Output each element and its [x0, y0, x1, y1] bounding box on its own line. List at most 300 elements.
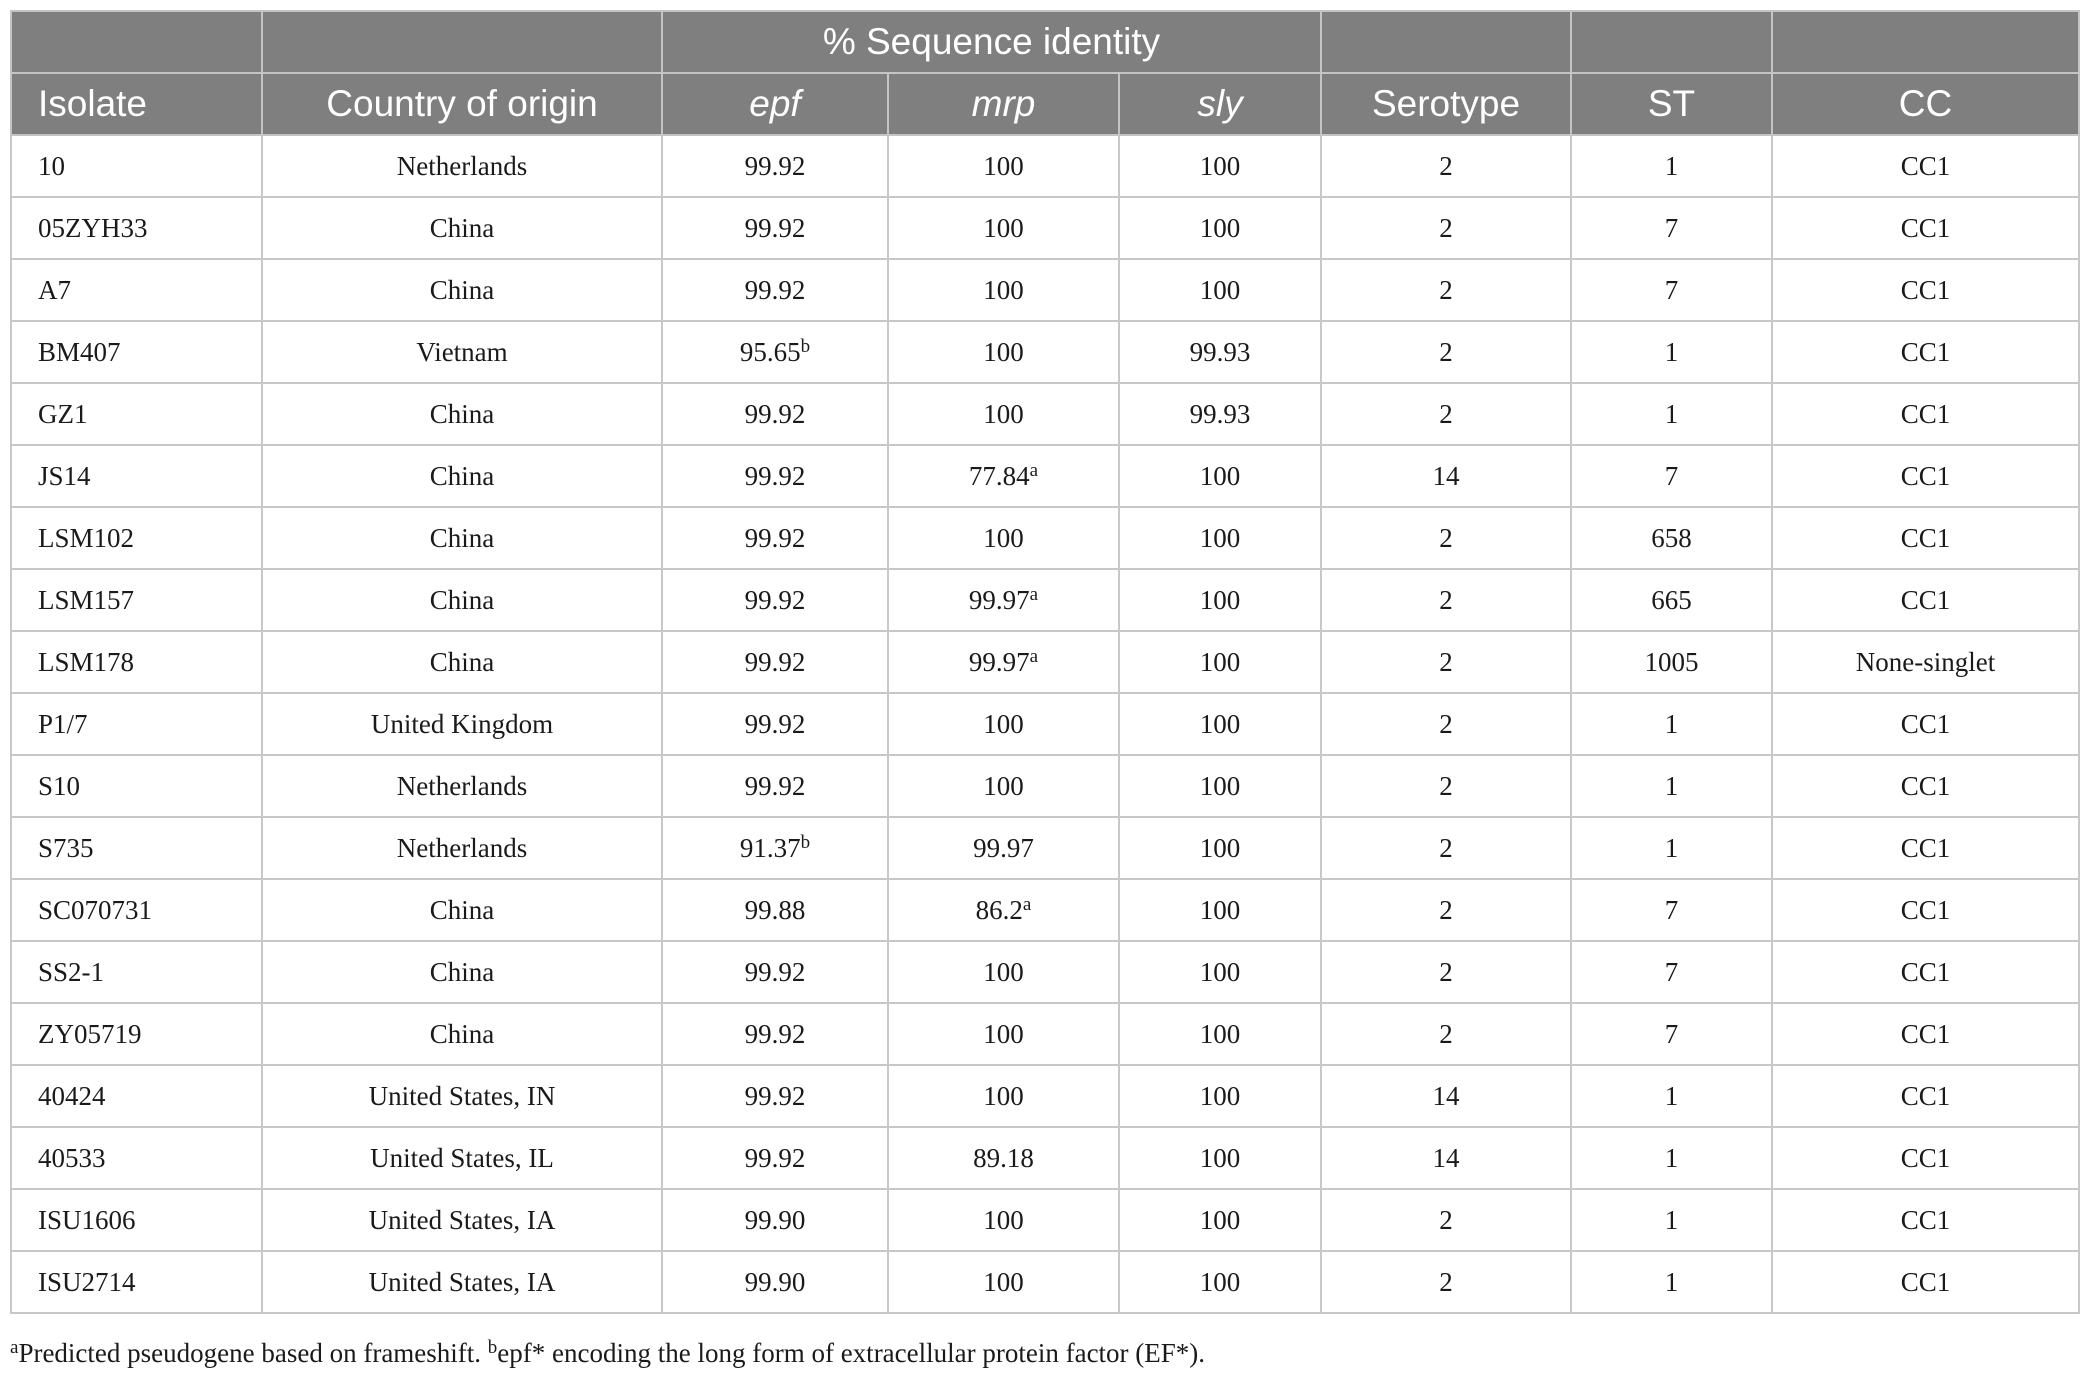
cell-country-value: Vietnam — [416, 336, 508, 367]
cell-sly-value: 99.93 — [1189, 336, 1251, 367]
cell-serotype — [1321, 755, 1571, 817]
cell-serotype-value: 2 — [1439, 150, 1453, 181]
table-row — [11, 321, 2079, 383]
cell-st — [1571, 1065, 1772, 1127]
cell-cc — [1772, 1189, 2079, 1251]
cell-cc — [1772, 135, 2079, 197]
cell-serotype-value: 2 — [1439, 956, 1453, 987]
cell-serotype — [1321, 1127, 1571, 1189]
column-header-sly: sly — [1119, 73, 1321, 135]
cell-country-value: United Kingdom — [370, 708, 554, 739]
cell-st — [1571, 755, 1772, 817]
cell-isolate — [11, 1003, 262, 1065]
cell-mrp — [888, 693, 1119, 755]
cell-serotype — [1321, 1189, 1571, 1251]
cell-serotype-value: 2 — [1439, 398, 1453, 429]
cell-serotype-value: 14 — [1432, 1080, 1460, 1111]
column-header-st: ST — [1571, 73, 1772, 135]
cell-isolate — [11, 1251, 262, 1313]
sequence-identity-table — [10, 10, 2080, 1314]
column-header-cc: CC — [1772, 73, 2079, 135]
cell-serotype-value: 2 — [1439, 336, 1453, 367]
cell-country — [262, 1251, 662, 1313]
cell-epf — [662, 197, 888, 259]
cell-epf — [662, 755, 888, 817]
cell-isolate — [11, 693, 262, 755]
table-row — [11, 197, 2079, 259]
cell-isolate — [11, 755, 262, 817]
cell-mrp — [888, 507, 1119, 569]
cell-country-value: United States, IA — [368, 1266, 556, 1297]
cell-st-value: 7 — [1664, 894, 1679, 925]
cell-serotype — [1321, 383, 1571, 445]
cell-epf-value: 99.92 — [744, 956, 806, 987]
header-blank-cell — [1772, 11, 2079, 73]
cell-isolate — [11, 1189, 262, 1251]
table-row — [11, 631, 2079, 693]
cell-cc — [1772, 1065, 2079, 1127]
cell-epf-value: 99.92 — [744, 708, 806, 739]
cell-st — [1571, 1127, 1772, 1189]
cell-serotype — [1321, 259, 1571, 321]
cell-st-value: 658 — [1651, 522, 1692, 553]
cell-country — [262, 135, 662, 197]
cell-mrp — [888, 755, 1119, 817]
cell-epf-value: 91.37 — [739, 832, 801, 863]
column-header-isolate: Isolate — [11, 73, 262, 135]
cell-cc-value: CC1 — [1900, 1142, 1951, 1173]
cell-mrp-value: 77.84 — [968, 460, 1030, 491]
cell-epf-value: 99.92 — [744, 460, 806, 491]
cell-st-value: 1 — [1664, 770, 1679, 801]
cell-st — [1571, 197, 1772, 259]
table-row — [11, 569, 2079, 631]
cell-mrp-value: 100 — [983, 398, 1024, 429]
cell-epf-value: 99.92 — [744, 1142, 806, 1173]
cell-mrp — [888, 879, 1119, 941]
cell-st-value: 665 — [1651, 584, 1692, 615]
cell-country-value: China — [429, 1018, 495, 1049]
cell-sly — [1119, 321, 1321, 383]
cell-epf-value: 99.92 — [744, 522, 806, 553]
cell-cc-value: None-singlet — [1855, 646, 1996, 677]
cell-mrp — [888, 197, 1119, 259]
cell-cc-value: CC1 — [1900, 1266, 1951, 1297]
cell-epf — [662, 879, 888, 941]
cell-mrp-value: 86.2 — [975, 894, 1023, 925]
cell-epf-value: 99.92 — [744, 150, 806, 181]
cell-epf — [662, 445, 888, 507]
cell-isolate-value: 40424 — [38, 1080, 106, 1111]
cell-cc-value: CC1 — [1900, 212, 1951, 243]
cell-mrp-value: 99.97 — [968, 584, 1030, 615]
cell-cc-value: CC1 — [1900, 398, 1951, 429]
cell-epf-value: 99.92 — [744, 584, 806, 615]
table-row — [11, 1127, 2079, 1189]
cell-isolate-value: JS14 — [38, 460, 91, 491]
cell-st — [1571, 817, 1772, 879]
cell-mrp-value: 100 — [983, 770, 1024, 801]
cell-cc-value: CC1 — [1900, 956, 1951, 987]
cell-sly — [1119, 1065, 1321, 1127]
cell-cc — [1772, 569, 2079, 631]
cell-cc — [1772, 383, 2079, 445]
cell-cc — [1772, 693, 2079, 755]
cell-mrp-value: 100 — [983, 150, 1024, 181]
cell-serotype-value: 2 — [1439, 522, 1453, 553]
cell-mrp — [888, 1189, 1119, 1251]
cell-serotype — [1321, 321, 1571, 383]
cell-serotype — [1321, 1065, 1571, 1127]
cell-epf — [662, 569, 888, 631]
cell-epf — [662, 941, 888, 1003]
cell-serotype-value: 2 — [1439, 646, 1453, 677]
cell-st-value: 1 — [1664, 398, 1679, 429]
cell-isolate-value: 10 — [38, 150, 65, 181]
cell-country-value: Netherlands — [396, 770, 528, 801]
table-row — [11, 941, 2079, 1003]
cell-isolate-value: LSM157 — [38, 584, 135, 615]
cell-isolate-value: 05ZYH33 — [38, 212, 148, 243]
cell-mrp-value: 100 — [983, 956, 1024, 987]
cell-isolate — [11, 569, 262, 631]
cell-country — [262, 755, 662, 817]
cell-cc — [1772, 817, 2079, 879]
column-header-epf: epf — [662, 73, 888, 135]
cell-sly — [1119, 879, 1321, 941]
table-row — [11, 507, 2079, 569]
table-footnote — [10, 1338, 2078, 1369]
footnote-marker: a — [1022, 893, 1032, 915]
cell-epf — [662, 507, 888, 569]
cell-serotype — [1321, 135, 1571, 197]
cell-epf-value: 99.92 — [744, 212, 806, 243]
cell-sly-value: 100 — [1199, 522, 1241, 553]
cell-st — [1571, 569, 1772, 631]
cell-cc-value: CC1 — [1900, 894, 1951, 925]
cell-sly — [1119, 445, 1321, 507]
cell-sly-value: 100 — [1199, 894, 1241, 925]
cell-isolate — [11, 135, 262, 197]
cell-st — [1571, 631, 1772, 693]
cell-mrp — [888, 569, 1119, 631]
cell-country — [262, 569, 662, 631]
cell-sly-value: 100 — [1199, 956, 1241, 987]
cell-isolate — [11, 445, 262, 507]
cell-sly-value: 100 — [1199, 460, 1241, 491]
cell-mrp — [888, 1003, 1119, 1065]
cell-isolate-value: SC070731 — [38, 894, 153, 925]
cell-epf — [662, 259, 888, 321]
cell-serotype-value: 14 — [1432, 460, 1460, 491]
cell-country — [262, 1003, 662, 1065]
cell-sly-value: 100 — [1199, 708, 1241, 739]
cell-mrp — [888, 383, 1119, 445]
cell-cc-value: CC1 — [1900, 336, 1951, 367]
cell-country-value: United States, IN — [368, 1080, 556, 1111]
table-row — [11, 1251, 2079, 1313]
cell-sly-value: 100 — [1199, 832, 1241, 863]
cell-mrp-value: 100 — [983, 1266, 1024, 1297]
cell-sly — [1119, 259, 1321, 321]
cell-country — [262, 1189, 662, 1251]
cell-mrp-value: 100 — [983, 1018, 1024, 1049]
cell-cc-value: CC1 — [1900, 1204, 1951, 1235]
cell-country — [262, 693, 662, 755]
column-header-country: Country of origin — [262, 73, 662, 135]
table-row — [11, 1003, 2079, 1065]
cell-country — [262, 445, 662, 507]
cell-mrp-value: 100 — [983, 1080, 1024, 1111]
cell-mrp-value: 100 — [983, 274, 1024, 305]
cell-sly — [1119, 197, 1321, 259]
cell-epf — [662, 1065, 888, 1127]
cell-epf-value: 99.88 — [744, 894, 806, 925]
cell-isolate-value: GZ1 — [38, 398, 88, 429]
cell-country-value: United States, IA — [368, 1204, 556, 1235]
cell-isolate-value: S735 — [38, 832, 94, 863]
cell-isolate — [11, 631, 262, 693]
cell-isolate-value: SS2-1 — [38, 956, 105, 987]
cell-serotype — [1321, 445, 1571, 507]
cell-cc — [1772, 879, 2079, 941]
cell-isolate-value: 40533 — [38, 1142, 106, 1173]
cell-cc-value: CC1 — [1900, 584, 1951, 615]
cell-mrp-value: 99.97 — [973, 832, 1034, 863]
cell-country — [262, 631, 662, 693]
cell-cc — [1772, 507, 2079, 569]
cell-isolate — [11, 1065, 262, 1127]
cell-serotype-value: 2 — [1439, 584, 1453, 615]
cell-sly — [1119, 507, 1321, 569]
cell-serotype-value: 2 — [1439, 708, 1453, 739]
table-container — [10, 10, 2078, 1369]
cell-sly — [1119, 941, 1321, 1003]
cell-sly — [1119, 755, 1321, 817]
table-row — [11, 259, 2079, 321]
footnote-marker: a — [1029, 459, 1039, 481]
column-header-row — [11, 73, 2079, 135]
cell-serotype — [1321, 569, 1571, 631]
cell-sly — [1119, 1127, 1321, 1189]
cell-epf — [662, 1003, 888, 1065]
cell-cc — [1772, 1127, 2079, 1189]
cell-st-value: 1 — [1664, 708, 1679, 739]
cell-isolate — [11, 507, 262, 569]
cell-st-value: 1 — [1664, 832, 1679, 863]
cell-isolate — [11, 817, 262, 879]
cell-sly-value: 100 — [1199, 1018, 1241, 1049]
cell-mrp-value: 100 — [983, 336, 1024, 367]
cell-sly — [1119, 1189, 1321, 1251]
cell-serotype-value: 2 — [1439, 894, 1453, 925]
cell-st — [1571, 1189, 1772, 1251]
cell-serotype-value: 2 — [1439, 274, 1453, 305]
cell-country-value: China — [429, 894, 495, 925]
cell-mrp — [888, 817, 1119, 879]
cell-serotype-value: 2 — [1439, 770, 1453, 801]
cell-serotype — [1321, 507, 1571, 569]
cell-mrp — [888, 1127, 1119, 1189]
cell-country-value: China — [429, 646, 495, 677]
cell-sly — [1119, 383, 1321, 445]
footnote-marker: b — [800, 831, 811, 853]
sequence-identity-group-header: % Sequence identity — [662, 11, 1321, 73]
cell-epf-value: 99.90 — [744, 1266, 806, 1297]
cell-cc-value: CC1 — [1900, 460, 1951, 491]
cell-cc — [1772, 631, 2079, 693]
cell-country-value: China — [429, 584, 495, 615]
cell-serotype — [1321, 197, 1571, 259]
cell-serotype-value: 2 — [1439, 212, 1453, 243]
cell-country — [262, 383, 662, 445]
cell-serotype-value: 2 — [1439, 1018, 1453, 1049]
cell-country-value: China — [429, 522, 495, 553]
cell-country — [262, 259, 662, 321]
cell-serotype — [1321, 1003, 1571, 1065]
cell-st — [1571, 135, 1772, 197]
cell-epf-value: 99.92 — [744, 398, 806, 429]
cell-st-value: 1 — [1664, 1080, 1679, 1111]
cell-epf — [662, 693, 888, 755]
cell-epf-value: 95.65 — [739, 336, 801, 367]
cell-cc-value: CC1 — [1900, 708, 1951, 739]
cell-st-value: 1 — [1664, 150, 1679, 181]
cell-isolate — [11, 941, 262, 1003]
cell-cc — [1772, 445, 2079, 507]
footnote-marker: b — [800, 335, 811, 357]
cell-country-value: China — [429, 398, 495, 429]
cell-isolate — [11, 879, 262, 941]
cell-epf — [662, 1251, 888, 1313]
table-row — [11, 879, 2079, 941]
cell-serotype-value: 2 — [1439, 1266, 1453, 1297]
cell-epf — [662, 1189, 888, 1251]
table-row — [11, 1065, 2079, 1127]
cell-isolate-value: A7 — [38, 274, 71, 305]
cell-mrp — [888, 445, 1119, 507]
cell-serotype — [1321, 693, 1571, 755]
cell-st-value: 7 — [1664, 460, 1679, 491]
cell-mrp — [888, 1065, 1119, 1127]
cell-st-value: 1 — [1664, 1266, 1679, 1297]
cell-sly — [1119, 817, 1321, 879]
cell-sly-value: 100 — [1199, 1204, 1241, 1235]
cell-epf — [662, 321, 888, 383]
cell-serotype — [1321, 941, 1571, 1003]
cell-st — [1571, 321, 1772, 383]
cell-epf — [662, 135, 888, 197]
cell-st — [1571, 1003, 1772, 1065]
cell-st — [1571, 941, 1772, 1003]
cell-st-value: 1005 — [1644, 646, 1699, 677]
cell-country-value: China — [429, 212, 495, 243]
cell-serotype — [1321, 879, 1571, 941]
cell-cc-value: CC1 — [1900, 1080, 1951, 1111]
cell-st-value: 1 — [1664, 1142, 1679, 1173]
cell-isolate-value: ISU1606 — [38, 1204, 136, 1235]
cell-mrp — [888, 1251, 1119, 1313]
cell-st — [1571, 879, 1772, 941]
cell-st-value: 7 — [1664, 956, 1679, 987]
cell-sly-value: 100 — [1199, 584, 1241, 615]
header-blank-cell — [1321, 11, 1571, 73]
cell-country-value: China — [429, 460, 495, 491]
cell-mrp — [888, 941, 1119, 1003]
cell-epf-value: 99.92 — [744, 1018, 806, 1049]
cell-isolate — [11, 383, 262, 445]
table-row — [11, 755, 2079, 817]
cell-cc — [1772, 321, 2079, 383]
cell-sly-value: 100 — [1199, 212, 1241, 243]
header-blank-cell — [262, 11, 662, 73]
cell-country — [262, 1065, 662, 1127]
cell-sly-value: 100 — [1199, 1266, 1241, 1297]
footnote-b-mark: b — [487, 1337, 498, 1358]
footnote-a-text: Predicted pseudogene based on frameshift. — [18, 1338, 488, 1368]
cell-cc — [1772, 1003, 2079, 1065]
cell-sly — [1119, 569, 1321, 631]
cell-isolate — [11, 259, 262, 321]
cell-sly-value: 100 — [1199, 1080, 1241, 1111]
cell-mrp — [888, 135, 1119, 197]
cell-cc-value: CC1 — [1900, 832, 1951, 863]
cell-country — [262, 507, 662, 569]
column-header-mrp: mrp — [888, 73, 1119, 135]
cell-mrp-value: 100 — [983, 522, 1024, 553]
cell-country — [262, 321, 662, 383]
cell-country — [262, 817, 662, 879]
cell-serotype-value: 14 — [1432, 1142, 1460, 1173]
cell-sly-value: 100 — [1199, 646, 1241, 677]
cell-country-value: United States, IL — [370, 1142, 554, 1173]
cell-country-value: Netherlands — [396, 150, 528, 181]
cell-isolate-value: ISU2714 — [38, 1266, 136, 1297]
table-row — [11, 1189, 2079, 1251]
group-header-row — [11, 11, 2079, 73]
cell-sly-value: 99.93 — [1189, 398, 1251, 429]
cell-epf — [662, 817, 888, 879]
table-row — [11, 817, 2079, 879]
header-blank-cell — [11, 11, 262, 73]
cell-epf — [662, 1127, 888, 1189]
table-row — [11, 693, 2079, 755]
cell-sly — [1119, 631, 1321, 693]
cell-serotype-value: 2 — [1439, 1204, 1453, 1235]
cell-st-value: 7 — [1664, 274, 1679, 305]
cell-st — [1571, 693, 1772, 755]
cell-isolate-value: P1/7 — [38, 708, 88, 739]
cell-sly-value: 100 — [1199, 1142, 1241, 1173]
table-row — [11, 135, 2079, 197]
cell-st — [1571, 507, 1772, 569]
cell-isolate-value: BM407 — [38, 336, 121, 367]
cell-cc-value: CC1 — [1900, 1018, 1951, 1049]
cell-serotype — [1321, 817, 1571, 879]
cell-st-value: 1 — [1664, 1204, 1679, 1235]
cell-cc — [1772, 755, 2079, 817]
cell-mrp — [888, 321, 1119, 383]
table-row — [11, 383, 2079, 445]
cell-sly-value: 100 — [1199, 274, 1241, 305]
footnote-a-mark: a — [10, 1337, 19, 1358]
footnote-marker: a — [1029, 645, 1039, 667]
cell-country-value: China — [429, 274, 495, 305]
cell-epf-value: 99.90 — [744, 1204, 806, 1235]
cell-sly — [1119, 1251, 1321, 1313]
cell-isolate — [11, 321, 262, 383]
cell-mrp-value: 100 — [983, 212, 1024, 243]
